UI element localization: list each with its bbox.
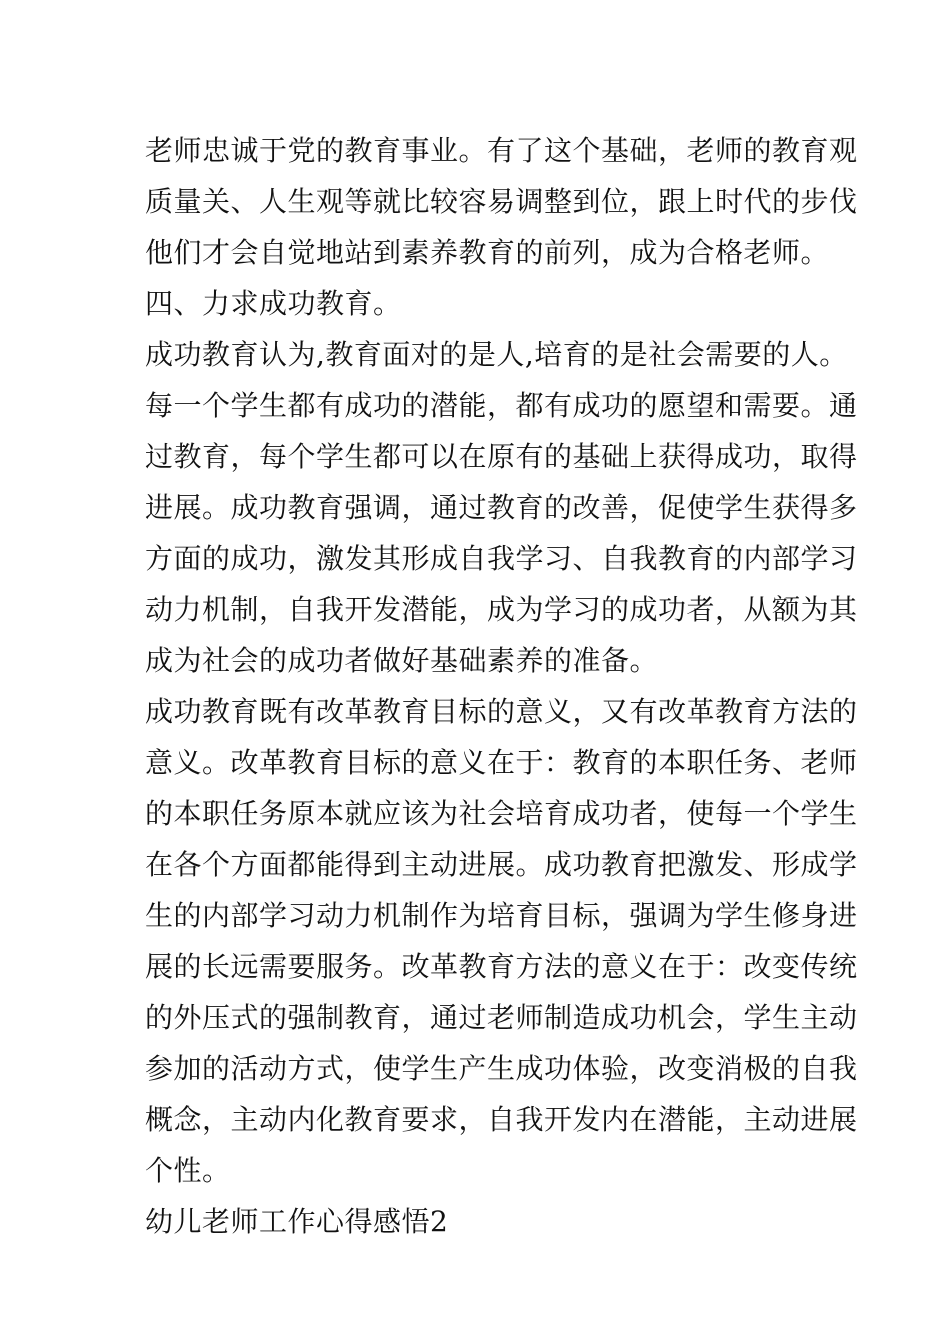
text-line: 在各个方面都能得到主动进展。成功教育把激发、形成学 — [145, 848, 858, 881]
text-line: 概念，主动内化教育要求，自我开发内在潜能，主动进展 — [145, 1103, 858, 1136]
text-line: 每一个学生都有成功的潜能，都有成功的愿望和需要。通 — [145, 389, 858, 422]
text-line: 他们才会自觉地站到素养教育的前列，成为合格老师。 — [145, 236, 830, 269]
text-line: 展的长远需要服务。改革教育方法的意义在于：改变传统 — [145, 950, 858, 983]
text-line: 方面的成功，激发其形成自我学习、自我教育的内部学习 — [145, 542, 858, 575]
article-title: 幼儿老师工作心得感悟2 — [145, 1205, 449, 1238]
text-line: 生的内部学习动力机制作为培育目标，强调为学生修身进 — [145, 899, 858, 932]
text-line: 参加的活动方式，使学生产生成功体验，改变消极的自我 — [145, 1052, 858, 1085]
text-line: 的本职任务原本就应该为社会培育成功者，使每一个学生 — [145, 797, 858, 830]
text-line: 成为社会的成功者做好基础素养的准备。 — [145, 644, 659, 677]
document-body — [145, 125, 858, 1247]
text-line: 动力机制，自我开发潜能，成为学习的成功者，从额为其 — [145, 593, 858, 626]
text-line: 质量关、人生观等就比较容易调整到位，跟上时代的步伐 — [145, 185, 858, 218]
text-line: 个性。 — [145, 1154, 231, 1187]
text-line: 的外压式的强制教育，通过老师制造成功机会，学生主动 — [145, 1001, 858, 1034]
section-heading: 四、力求成功教育。 — [145, 287, 402, 320]
text-line: 意义。改革教育目标的意义在于：教育的本职任务、老师 — [145, 746, 858, 779]
text-line: 成功教育既有改革教育目标的意义，又有改革教育方法的 — [145, 695, 858, 728]
text-line: 老师忠诚于党的教育事业。有了这个基础，老师的教育观 — [145, 134, 858, 167]
text-line: 过教育，每个学生都可以在原有的基础上获得成功，取得 — [145, 440, 858, 473]
text-line: 成功教育认为,教育面对的是人,培育的是社会需要的人。 — [145, 338, 848, 371]
text-line: 进展。成功教育强调，通过教育的改善，促使学生获得多 — [145, 491, 858, 524]
